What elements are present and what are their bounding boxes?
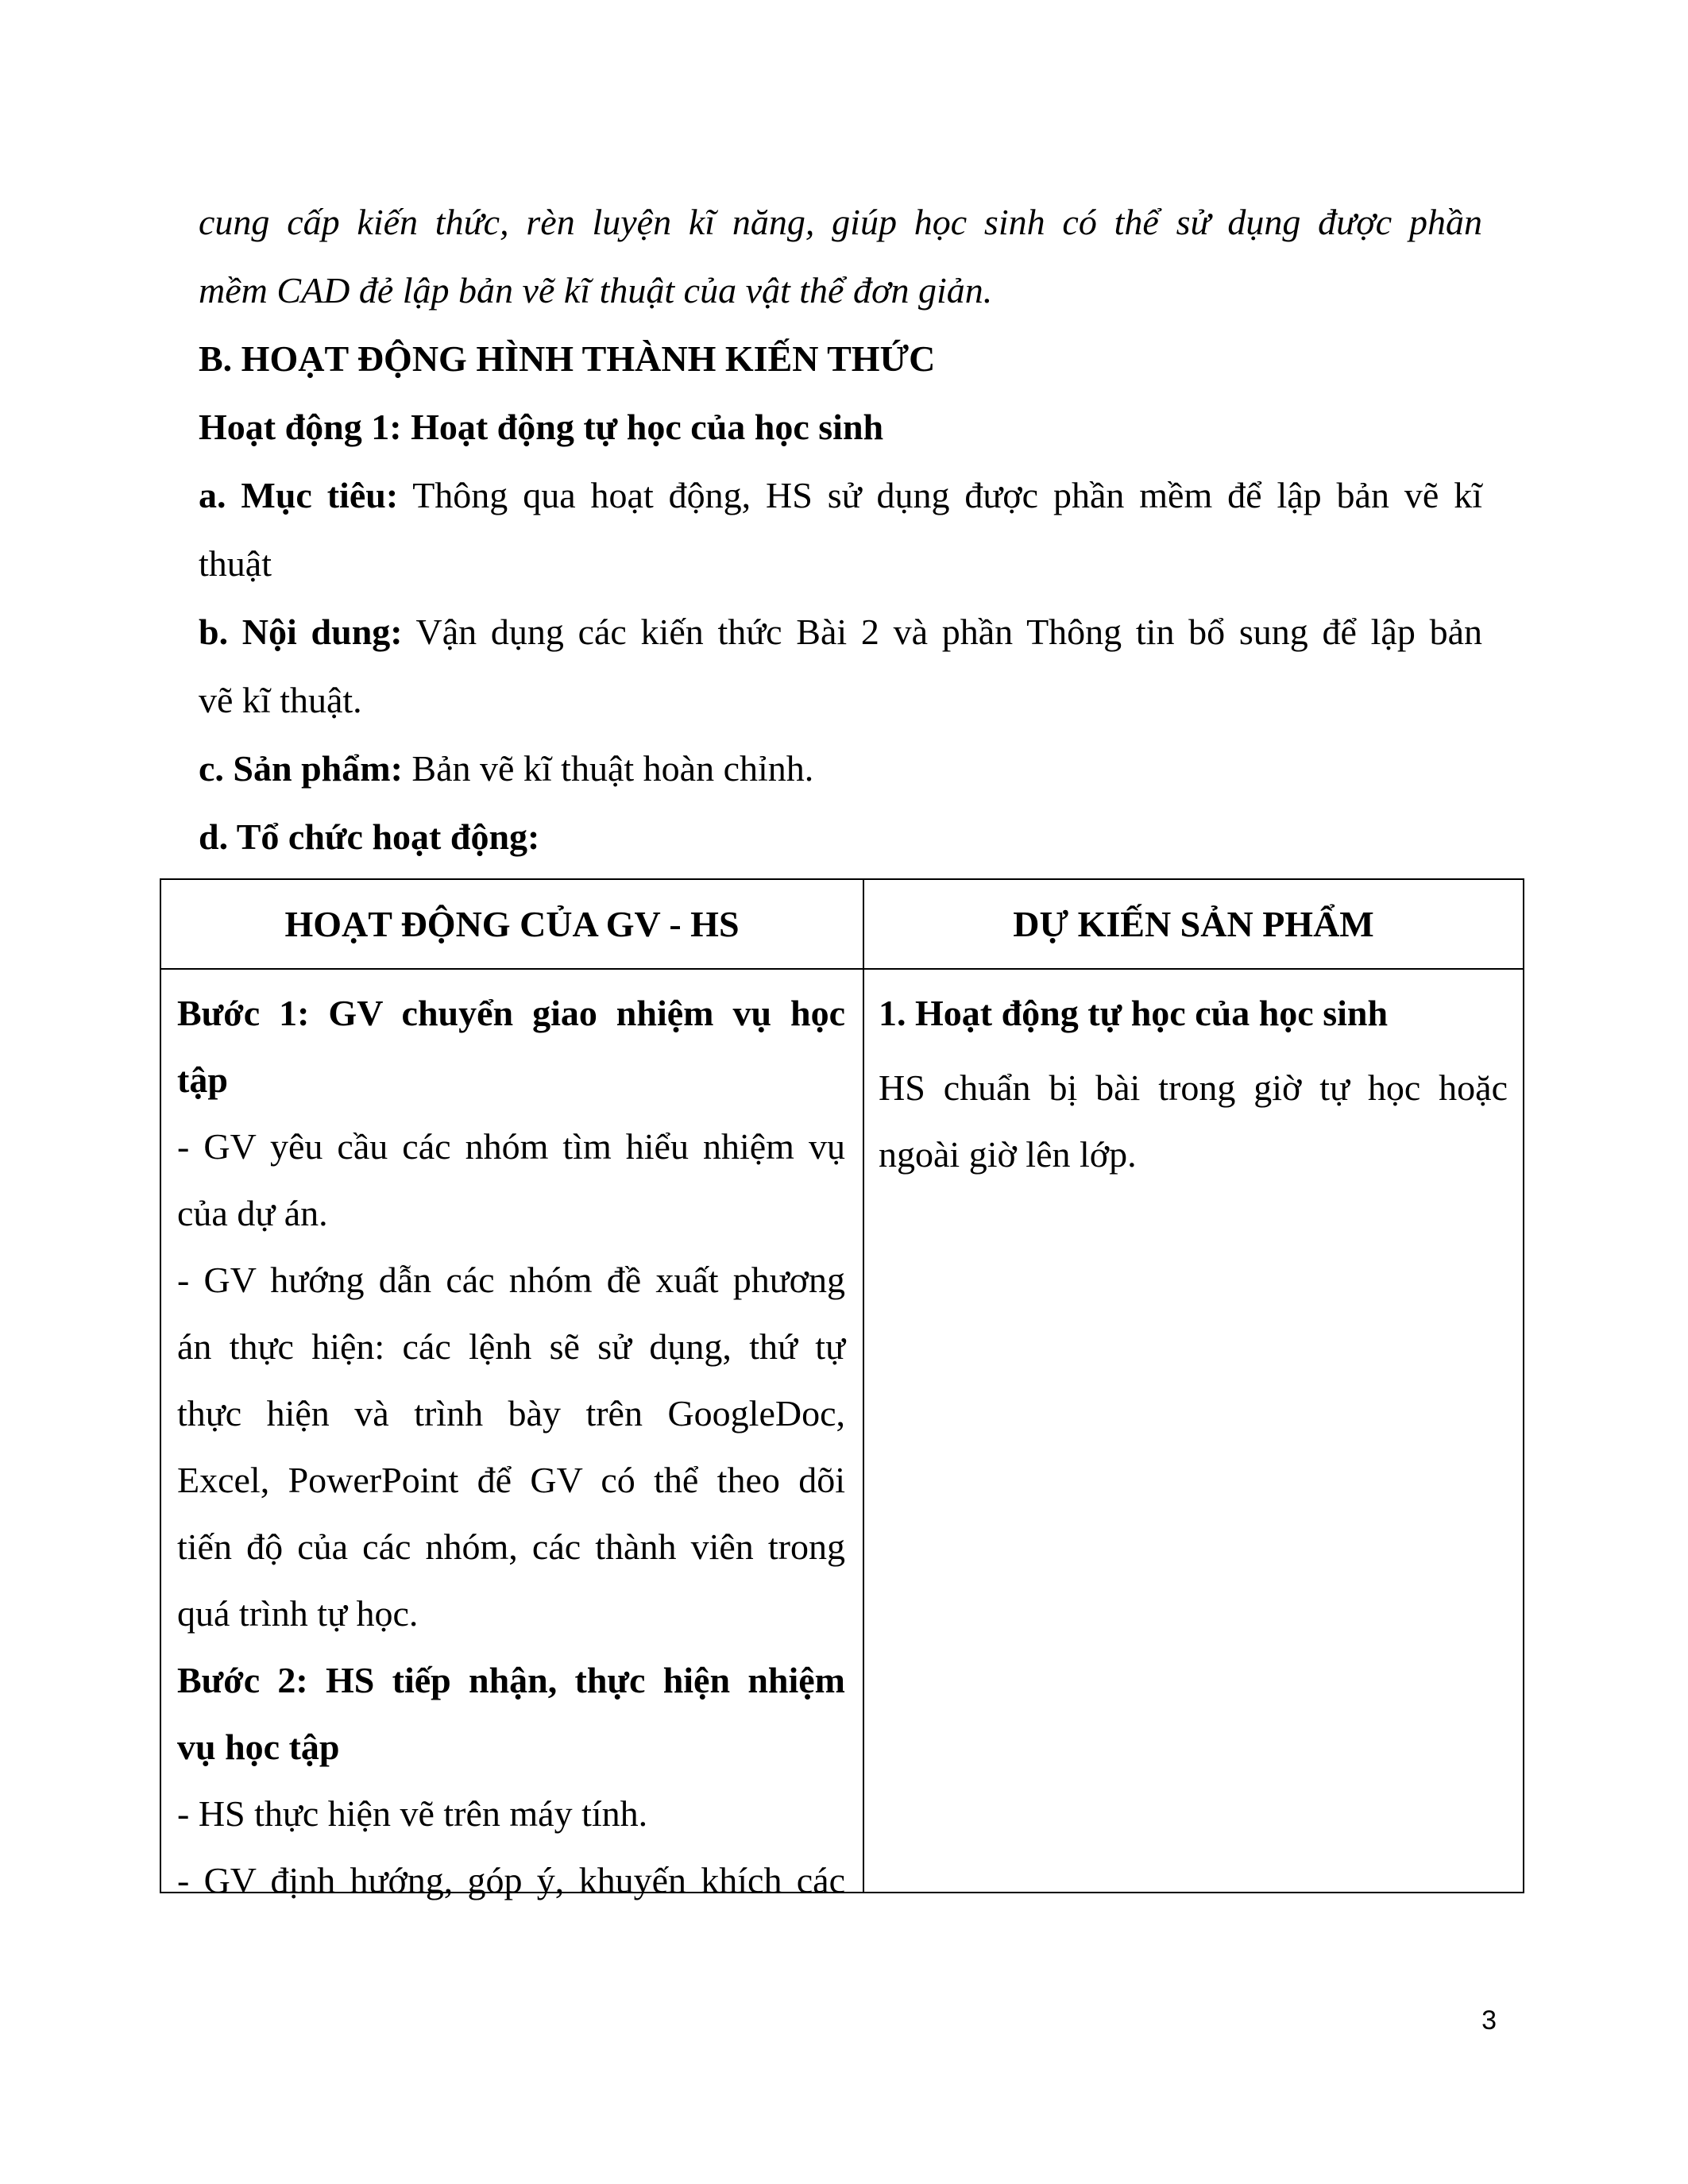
right-line-1: HS chuẩn bị bài trong giờ tự học hoặc: [879, 1067, 1508, 1108]
objective-label: a. Mục tiêu:: [199, 475, 399, 515]
left-b2-line-6: quá trình tự học.: [177, 1593, 419, 1634]
objective-line-2: thuật: [199, 543, 272, 584]
product-text: Bản vẽ kĩ thuật hoàn chỉnh.: [402, 748, 814, 789]
left-b1-line-2: của dự án.: [177, 1193, 328, 1233]
table-header-right: DỰ KIẾN SẢN PHẨM: [1013, 904, 1374, 944]
page-number: 3: [1481, 2005, 1497, 2035]
left-b1-line-1: - GV yêu cầu các nhóm tìm hiểu nhiệm vụ: [177, 1126, 845, 1167]
organize-heading: d. Tổ chức hoạt động:: [199, 816, 540, 857]
intro-line-1: cung cấp kiến thức, rèn luyện kĩ năng, giúp học sinh có thể sử dụng được phần: [199, 202, 1482, 242]
left-step2-line-2: vụ học tập: [177, 1727, 340, 1767]
table-header-left: HOẠT ĐỘNG CỦA GV - HS: [284, 904, 740, 944]
right-heading: 1. Hoạt động tự học của học sinh: [879, 993, 1389, 1033]
intro-line-2: mềm CAD đẻ lập bản vẽ kĩ thuật của vật thể đơn giản.: [199, 270, 993, 311]
objective-line-1: [199, 461, 1482, 530]
product-label: c. Sản phẩm:: [199, 748, 403, 789]
activity-table: [160, 878, 1524, 1900]
right-line-2: ngoài giờ lên lớp.: [879, 1134, 1137, 1175]
activity-heading: Hoạt động 1: Hoạt động tự học của học sinh: [199, 407, 884, 447]
left-step1-line-2: tập: [177, 1059, 228, 1100]
left-b2-line-1: - GV hướng dẫn các nhóm đề xuất phương: [177, 1260, 845, 1300]
left-b2-line-4: Excel, PowerPoint để GV có thể theo dõi: [177, 1460, 845, 1500]
left-b2-line-2: án thực hiện: các lệnh sẽ sử dụng, thứ tự: [177, 1326, 845, 1367]
left-b2-line-5: tiến độ của các nhóm, các thành viên trong: [177, 1526, 845, 1567]
objective-text: Thông qua hoạt động, HS sử dụng được phần mềm để lập bản vẽ kĩ: [398, 475, 1482, 515]
left-b4-line-1: - GV định hướng, góp ý, khuyến khích các: [177, 1860, 845, 1900]
table-column-divider: [863, 880, 864, 1892]
table-header-divider: [161, 968, 1523, 970]
left-step2-line-1: Bước 2: HS tiếp nhận, thực hiện nhiệm: [177, 1660, 845, 1700]
section-heading: B. HOẠT ĐỘNG HÌNH THÀNH KIẾN THỨC: [199, 338, 936, 379]
left-b3-line-1: - HS thực hiện vẽ trên máy tính.: [177, 1793, 648, 1834]
content-line-2: vẽ kĩ thuật.: [199, 680, 362, 720]
product-line: [199, 735, 1482, 803]
content-line-1: [199, 598, 1482, 666]
content-label: b. Nội dung:: [199, 612, 403, 652]
left-b2-line-3: thực hiện và trình bày trên GoogleDoc,: [177, 1393, 845, 1433]
left-step1-line-1: Bước 1: GV chuyển giao nhiệm vụ học: [177, 993, 845, 1033]
content-text: Vận dụng các kiến thức Bài 2 và phần Thông tin bổ sung để lập bản: [402, 612, 1482, 652]
